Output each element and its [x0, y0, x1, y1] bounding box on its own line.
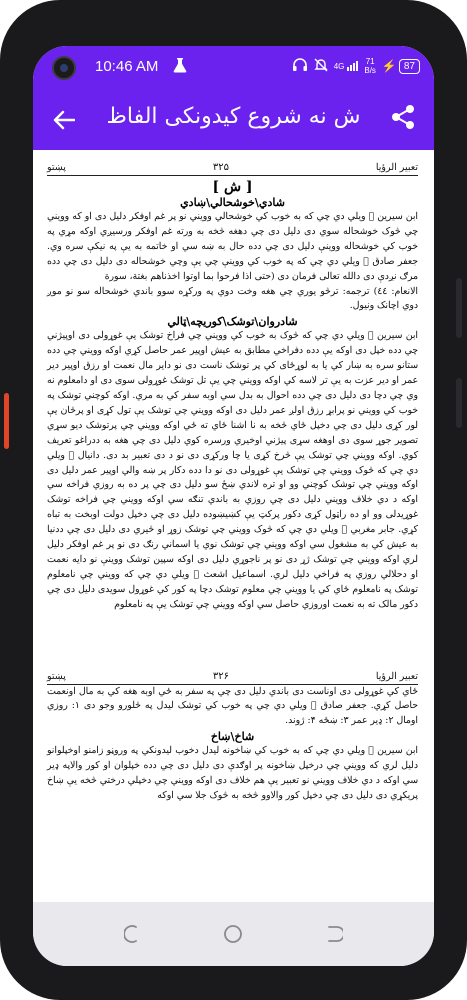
volume-button [456, 278, 462, 338]
home-button[interactable] [219, 920, 247, 948]
entry-paragraph: ابن سيرين ﷫ ويلي دي چي که څوک به خوب کي وويني چي فراخ توشک يې غوړولی دی اوپيژني چي دده خپل دی اوکه يې دده دفراخي مطابق به عيش اوپير عمر حاصل کړي اوکه وويني چي دده ستانو سره به ښار کي يا به لوړځای کي پر توشک ناست دی نو داير مال نعمت او رزق اوپير دير عمر او دير عزت به يې تر لاسه کي اوکه وويني چي يې تل توشک غوړولی سوی دی او دامعلوم نه وي چي دچا دی دليل دی چي دده احوال به بدل سي اوبه سفر کي به مري. اوکه کوچني توشک په خوب کي وويني نو پرابړ رزق اولږ عمر دليل دی اوکه وويني چي توشک يې تول کړی او پرڅان يې لور کړی دليل دی چي دخپل ځاي څخه به نا اشنا ځاي ته ځي اوکه وويني چي پرتوشک ديو سړي تصوير جوړ سوی دی اوهغه سړی پيژني اوخيري ورسره کوي دليل دی چي هغه به ددراغو تعريف کوي. اوکه وويني چي توشک يې څرخ کړی يا چا ورکړی دی نو د دی تعبير بد دی. دانيال ﷫ ويلي دي چي که څوک وويني چي توشک يې غوړولی دی نو دا دده دکار پر ښه والي اوپير عمر دليل دی اوکه وويني چي توشک کوچني وو او تره لاندي ښځ سو دليل دی چي پر ده به روزي فراخه سي اوکه د دي خلاف وويني دليل دی چي روزي به باندي تنګه سي اوکه وويني چي فراخه توشک غوړيدلی وو او ده راټول کړی دکور پرکټ يې کښيښوده دليل دی چي دخپل دولت اوبخت به تباه کړي. جابر مغربي ﷫ ويلي دي چي که څوک وويني چي توشک زوړ او څيري دی دليل دی چي ددنيا به عيش کي به مشغول سي اوکه وويني چي توشک نوي يا اسماني رنګ دی نو پر غم اوفکر دليل لري اوکه وويني چي توشک ژړ دی نو پر ناجوړي دليل دی اوکه سپين توشک ووينې نو دايه نعمت او دحلالي روزي په فراخي دليل لري. اسماعيل اشعث ﷫ ويلي دي چي که وويني چي نامعلوم توشک په نامعلوم ځاي کي يا وويني چي معلوم توشک دچا په کور کي غوړول سويدی دليل دی چي دکور مالک ته به نعمت اوروزي حاصل سي اوکه وويني چي توشک يې په نامعلوم [47, 330, 418, 610]
header-language: پښتو [47, 162, 66, 173]
front-camera [52, 56, 76, 80]
network-type: 4G [333, 62, 345, 71]
battery-level: 87 [399, 59, 420, 74]
battery-charging-icon: ⚡ 87 [382, 59, 420, 74]
page-number: ۳۲۶ [212, 670, 229, 682]
page-gap [33, 613, 434, 671]
status-bar [33, 46, 434, 90]
home-icon [223, 924, 243, 944]
page-number: ۳۲۵ [212, 162, 229, 173]
header-book-title: تعبیر الرؤیا [375, 162, 418, 173]
net-speed-unit: B/s [364, 66, 376, 75]
phone-screen [33, 46, 434, 966]
entry-paragraph: ځاي کي غوړولی دی اوناست دی باندي دليل دی چي په سفر به ځي اوبه هغه کي به مال اونعمت حاصل کړي. جعفر صادق ﷫ ويلي دي چي په خوب کي توشک ليدل په څلورو وجو دی ۱: روزي اومال ۲: ډير عمر ۳: ښځه ۴: ژوند. [47, 685, 418, 727]
recent-apps-icon [124, 924, 142, 944]
back-nav-button[interactable] [319, 920, 347, 948]
arrow-left-icon [53, 110, 75, 130]
status-icons [292, 57, 420, 75]
side-key [4, 393, 9, 449]
letter-heading: [ ش ] [212, 179, 253, 195]
page-header [47, 162, 418, 176]
book-page-326 [33, 671, 434, 804]
entry-paragraph: ابن سيرين ﷫ ويلي دي چي که به خوب کي ښاخونه ليدل دخوب ليدونکي په وروڼو زامنو اوخپلوانو دليل لري که وويني چي درخپل ښاخونه پر اوګدې دی دليل دی چي دده خپلوان او کور والاپه ډير سي اوکه د دي خلاف وويني نو تعبير يې هم خلاف دی اوکه وويني چي دخپلي درختي څخه يې ښاخ پريکړي دی دليل دی چي دخپل کور والاوو څخه به څوک جلا سي اوکه [47, 745, 418, 801]
book-page-325 [33, 162, 434, 613]
status-time: 10:46 AM [95, 58, 159, 75]
recent-apps-button[interactable] [119, 920, 147, 948]
net-speed [364, 57, 376, 75]
flask-icon [173, 57, 187, 77]
page-header [47, 671, 418, 685]
signal-icon [334, 61, 359, 71]
net-speed-value: 71 [365, 57, 375, 66]
share-button[interactable] [390, 104, 420, 134]
power-button [456, 378, 462, 428]
book-content[interactable] [33, 150, 434, 902]
entry-paragraph: الانعام: ٤٤) ترجمه: ترڅو يوري چي هغه وخت دوي په ورکړه سوو باندي خوشحاله سو نو موږ دوي اچانک ونيول. [47, 285, 418, 312]
entry-heading: شاخ\ښاخ [210, 730, 255, 744]
entry-heading: شادروان\توشک\کوريچه\ټالي [167, 315, 298, 329]
page-title: ش نه شروع کيدونکی الفاظ [106, 104, 361, 129]
navigation-bar [33, 902, 434, 966]
back-nav-icon [323, 924, 343, 944]
header-language: پښتو [47, 670, 66, 682]
back-button[interactable] [49, 105, 79, 135]
entry-paragraph: ابن سيرين ﷫ ويلي دي چي که به خوب کي خوشحالي وويني نو پر غم اوفکر دليل دی او که وويني چي څوک خوشحاله سوي دی دليل دی چي دهغه څخه به ورته غم اوفکر ورسيږي اوکه مړي په خوب کي خوشحاله ووينې دليل دی چي دده حال به ښه سي او خاتمه به يې په نيکې سره وي. جعفر صادق ﷫ ويلي دي چي که په خوب کي ووينې چي يې وچي خوشحاله دی دليل دی چي دده مرګ نږدې دی دالله تعالى فرمان دی (حتى اذا فرحوا بما اوتوا اخذناهم بغتة، سورة [47, 211, 418, 282]
app-bar [33, 90, 434, 150]
entry-heading: شادي\خوشحالي\ښادي [180, 196, 285, 209]
header-book-title: تعبیر الرؤیا [375, 670, 418, 682]
headphones-icon [292, 58, 308, 75]
share-icon [390, 104, 416, 130]
silent-bell-icon [314, 58, 328, 75]
